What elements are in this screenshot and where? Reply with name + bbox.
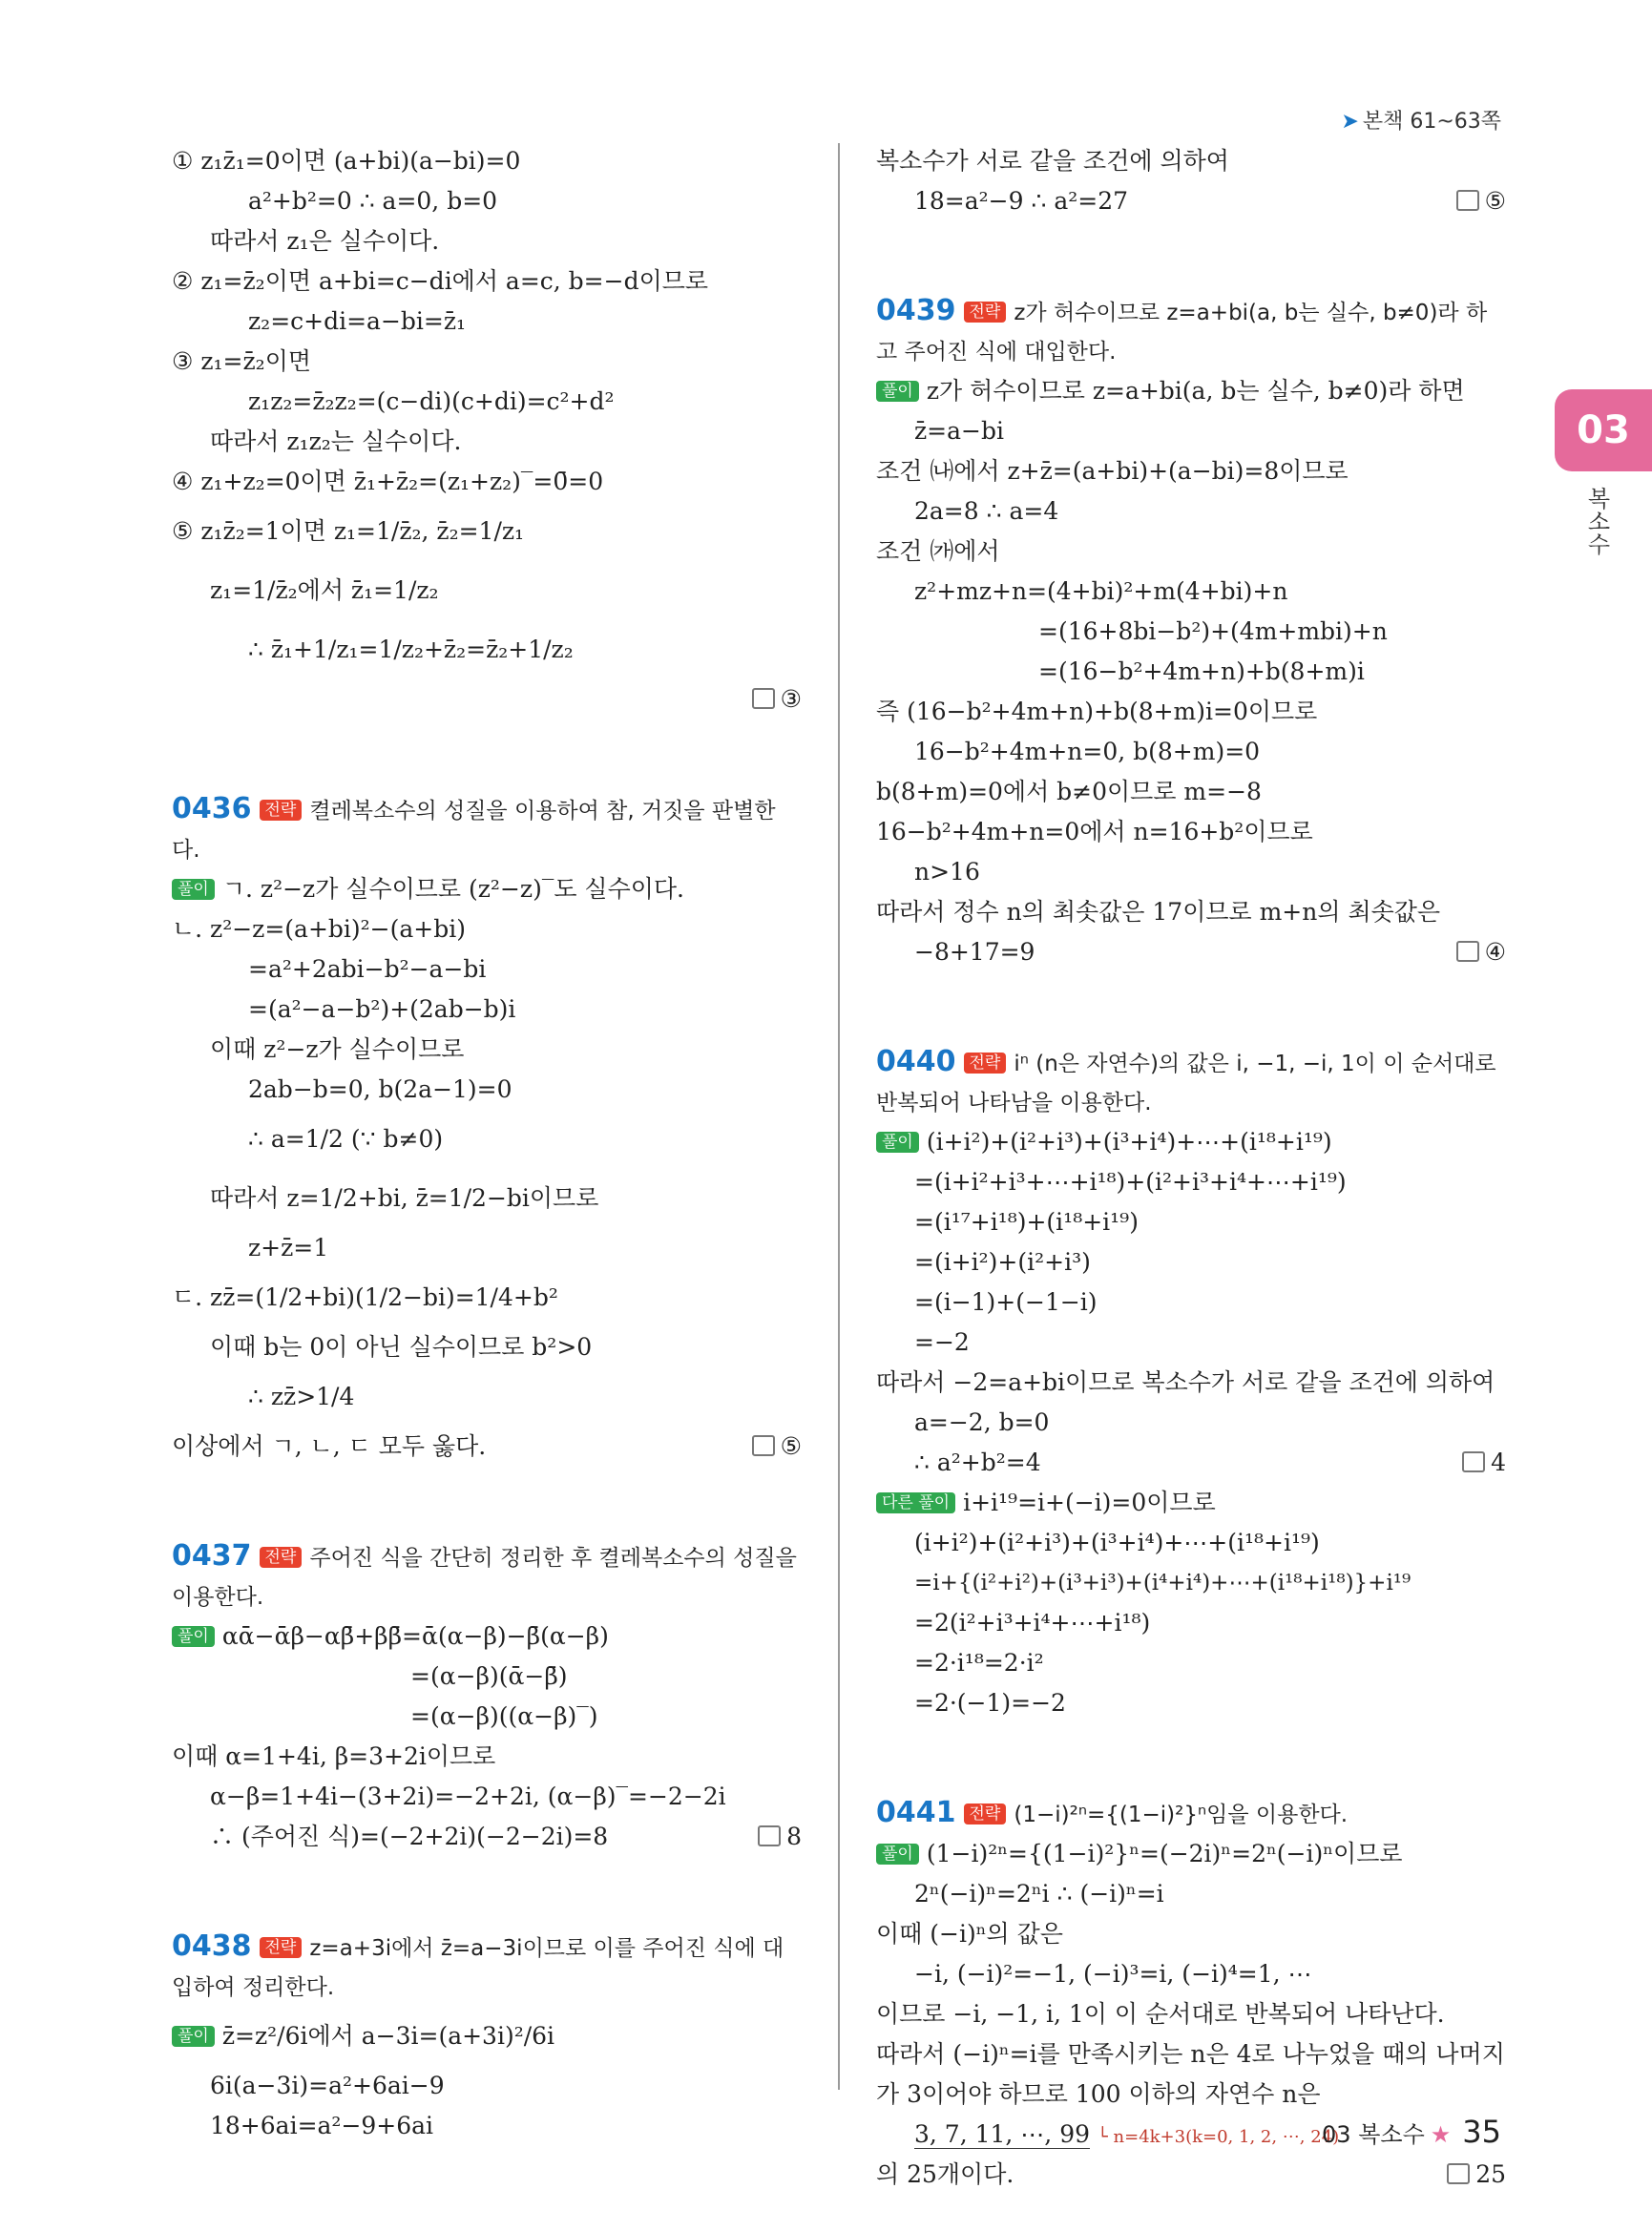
- text-line: [172, 1817, 802, 1857]
- text-line: =(α−β)(ᾱ−β̄): [410, 1662, 568, 1690]
- text-line: [876, 1443, 1506, 1483]
- text-line: =a²+2abi−b²−a−bi: [248, 955, 487, 983]
- strategy-tag: 전략: [260, 800, 303, 821]
- answer-value: 25: [1475, 2160, 1506, 2188]
- text-line: =(16+8bi−b²)+(4m+mbi)+n: [1038, 617, 1388, 645]
- text-line: =2(i²+i³+i⁴+⋯+i¹⁸): [914, 1609, 1151, 1637]
- text-line: 2ⁿ(−i)ⁿ=2ⁿi ∴ (−i)ⁿ=i: [914, 1880, 1164, 1908]
- solution-text: αᾱ−ᾱβ−αβ̄+ββ̄=ᾱ(α−β)−β̄(α−β): [221, 1622, 609, 1650]
- text-line: 조건 ㈏에서 z+z̄=(a+bi)+(a−bi)=8이므로: [876, 457, 1349, 485]
- text-line: 이때 b는 0이 아닌 실수이므로 b²>0: [210, 1333, 593, 1361]
- problem-number: 0437: [172, 1539, 252, 1573]
- text-line: ㄴ. z²−z=(a+bi)²−(a+bi): [172, 915, 466, 943]
- answer-value: ④: [1484, 938, 1506, 966]
- conclusion-text: −8+17=9: [914, 938, 1035, 966]
- answer-mark: [172, 679, 802, 719]
- right-column: [876, 141, 1506, 2195]
- text-line: ④ z₁+z₂=0이면 z̄₁+z̄₂=(z₁+z₂)‾=0̄=0: [172, 468, 604, 495]
- solution-text: (i+i²)+(i²+i³)+(i³+i⁴)+⋯+(i¹⁸+i¹⁹): [926, 1128, 1332, 1156]
- answer-icon: [1456, 190, 1479, 211]
- solution-text: z가 허수이므로 z=a+bi(a, b는 실수, b≠0)라 하면: [926, 377, 1465, 405]
- text-line: [876, 932, 1506, 972]
- problem-header-0436: [172, 790, 802, 869]
- answer-mark: [752, 1427, 802, 1467]
- answer-mark: [1456, 932, 1506, 972]
- text-line: [876, 2155, 1506, 2195]
- text-line: 6i(a−3i)=a²+6ai−9: [210, 2072, 445, 2099]
- problem-number: 0440: [876, 1045, 956, 1078]
- text-line: ∴ zz̄>1/4: [248, 1383, 355, 1410]
- text-line: z₁z₂=z̄₂z₂=(c−di)(c+di)=c²+d²: [248, 387, 615, 415]
- text-line: [876, 181, 1506, 221]
- strategy-tag: 전략: [964, 1804, 1007, 1824]
- page-reference: [1341, 105, 1501, 135]
- conclusion-text: 18=a²−9 ∴ a²=27: [914, 187, 1129, 215]
- text-line: [172, 2007, 802, 2066]
- strategy-text: (1−i)²ⁿ={(1−i)²}ⁿ임을 이용한다.: [1014, 1803, 1349, 1827]
- text-line: n>16: [914, 858, 980, 886]
- answer-icon: [752, 1435, 775, 1456]
- text-line: 따라서 z=1/2+bi, z̄=1/2−bi이므로: [210, 1184, 599, 1212]
- text-line: ∴ a=1/2 (∵ b≠0): [248, 1125, 444, 1153]
- solution-tag: 풀이: [876, 1132, 919, 1153]
- page-number: 35: [1462, 2114, 1501, 2150]
- text-line: [876, 371, 1506, 411]
- text-line: z₂=c+di=a−bi=z̄₁: [248, 307, 467, 335]
- solution-tag: 풀이: [172, 879, 215, 900]
- text-line: 가 3이어야 하므로 100 이하의 자연수 n은: [876, 2080, 1321, 2108]
- arrow-icon: ➤: [1341, 110, 1359, 134]
- text-line: b(8+m)=0에서 b≠0이므로 m=−8: [876, 778, 1262, 805]
- problem-header-0439: [876, 292, 1506, 371]
- strategy-tag: 전략: [964, 302, 1007, 323]
- text-line: 2ab−b=0, b(2a−1)=0: [248, 1075, 512, 1103]
- sequence-text: 3, 7, 11, ⋯, 99: [914, 2120, 1091, 2148]
- text-line: 따라서 z₁은 실수이다.: [210, 227, 440, 255]
- strategy-text: z=a+3i에서 z̄=a−3i이므로 이를 주어진 식에 대입하여 정리한다.: [172, 1936, 784, 2000]
- text-line: 이므로 −i, −1, i, 1이 이 순서대로 반복되어 나타난다.: [876, 2000, 1445, 2028]
- text-line: z̄=a−bi: [914, 417, 1004, 445]
- text-line: 이때 z²−z가 실수이므로: [210, 1035, 465, 1063]
- solution-text: z̄=z²/6i에서 a−3i=(a+3i)²/6i: [221, 2022, 555, 2050]
- text-line: =(i+i²+i³+⋯+i¹⁸)+(i²+i³+i⁴+⋯+i¹⁹): [914, 1168, 1347, 1196]
- text-line: 따라서 −2=a+bi이므로 복소수가 서로 같을 조건에 의하여: [876, 1368, 1495, 1396]
- strategy-tag: 전략: [260, 1937, 303, 1958]
- text-line: [876, 1834, 1506, 1874]
- text-line: =(i¹⁷+i¹⁸)+(i¹⁸+i¹⁹): [914, 1208, 1139, 1236]
- problem-number: 0441: [876, 1796, 956, 1829]
- text-line: z²+mz+n=(4+bi)²+m(4+bi)+n: [914, 577, 1288, 605]
- conclusion-text: 의 25개이다.: [876, 2160, 1014, 2188]
- text-line: α−β=1+4i−(3+2i)=−2+2i, (α−β)‾=−2−2i: [210, 1783, 726, 1810]
- problem-header-0441: [876, 1794, 1506, 1834]
- text-line: 16−b²+4m+n=0에서 n=16+b²이므로: [876, 818, 1313, 845]
- text-line: 이때 (−i)ⁿ의 값은: [876, 1920, 1063, 1948]
- text-line: ⑤ z₁z̄₂=1이면 z₁=1/z̄₂, z̄₂=1/z₁: [172, 517, 525, 545]
- answer-icon: [758, 1825, 781, 1846]
- text-line: ㄷ. zz̄=(1/2+bi)(1/2−bi)=1/4+b²: [172, 1283, 558, 1311]
- text-line: =i+{(i²+i²)+(i³+i³)+(i⁴+i⁴)+⋯+(i¹⁸+i¹⁸)}+i¹⁹: [914, 1571, 1412, 1595]
- answer-icon: [1447, 2163, 1470, 2184]
- text-line: 2a=8 ∴ a=4: [914, 497, 1059, 525]
- answer-value: 4: [1491, 1449, 1506, 1476]
- text-line: =(i−1)+(−1−i): [914, 1288, 1098, 1316]
- text-line: 18+6ai=a²−9+6ai: [210, 2112, 434, 2139]
- problem-header-0437: [172, 1537, 802, 1616]
- column-divider: [838, 143, 840, 2090]
- text-line: =2·(−1)=−2: [914, 1689, 1066, 1717]
- text-line: 따라서 z₁z₂는 실수이다.: [210, 427, 462, 455]
- footer-chapter: 03 복소수: [1322, 2121, 1425, 2148]
- answer-mark: [1456, 181, 1506, 221]
- answer-value: ⑤: [780, 1432, 802, 1460]
- answer-mark: [758, 1817, 802, 1857]
- text-line: 이때 α=1+4i, β=3+2i이므로: [172, 1742, 496, 1770]
- conclusion-text: 이상에서 ㄱ, ㄴ, ㄷ 모두 옳다.: [172, 1432, 487, 1460]
- solution-tag: 풀이: [876, 1844, 919, 1865]
- strategy-text: 주어진 식을 간단히 정리한 후 켤레복소수의 성질을 이용한다.: [172, 1546, 797, 1610]
- alternate-solution-text: i+i¹⁹=i+(−i)=0이므로: [963, 1489, 1216, 1516]
- sequence-note: └ n=4k+3(k=0, 1, 2, ⋯, 24): [1097, 2127, 1340, 2147]
- strategy-tag: 전략: [260, 1547, 303, 1568]
- text-line: ① z₁z̄₁=0이면 (a+bi)(a−bi)=0: [172, 147, 521, 175]
- page-reference-text: 본책 61~63쪽: [1362, 110, 1501, 134]
- alternate-solution-tag: 다른 풀이: [876, 1492, 955, 1513]
- solution-tag: 풀이: [172, 1626, 215, 1647]
- text-line: [876, 1483, 1506, 1523]
- text-line: 따라서 (−i)ⁿ=i를 만족시키는 n은 4로 나누었을 때의 나머지: [876, 2040, 1505, 2068]
- page-footer: [1322, 2114, 1501, 2150]
- text-line: =2·i¹⁸=2·i²: [914, 1649, 1044, 1677]
- text-line: [876, 1122, 1506, 1162]
- text-line: ③ z₁=z̄₂이면: [172, 347, 311, 375]
- chapter-label: 복소수: [1583, 487, 1610, 555]
- text-line: −i, (−i)²=−1, (−i)³=i, (−i)⁴=1, ⋯: [914, 1960, 1312, 1988]
- text-line: a=−2, b=0: [914, 1408, 1050, 1436]
- text-line: 조건 ㈎에서: [876, 537, 1000, 565]
- problem-number: 0439: [876, 294, 956, 327]
- answer-value: ⑤: [1484, 187, 1506, 215]
- answer-icon: [1456, 941, 1479, 962]
- answer-value: ③: [780, 685, 802, 713]
- text-line: z₁=1/z̄₂에서 z̄₁=1/z₂: [210, 576, 439, 604]
- solution-tag: 풀이: [876, 381, 919, 402]
- problem-number: 0436: [172, 792, 252, 825]
- answer-mark: [1447, 2155, 1506, 2195]
- text-line: 즉 (16−b²+4m+n)+b(8+m)i=0이므로: [876, 698, 1318, 725]
- problem-header-0440: [876, 1043, 1506, 1122]
- text-line: ∴ z̄₁+1/z₁=1/z₂+z̄₂=z̄₂+1/z₂: [248, 636, 574, 663]
- strategy-tag: 전략: [964, 1053, 1007, 1074]
- text-line: 따라서 정수 n의 최솟값은 17이므로 m+n의 최솟값은: [876, 898, 1441, 926]
- text-line: =(α−β)((α−β)‾): [410, 1702, 598, 1730]
- solution-text: ㄱ. z²−z가 실수이므로 (z²−z)‾도 실수이다.: [221, 875, 684, 903]
- left-column: [172, 141, 802, 2146]
- text-line: =(16−b²+4m+n)+b(8+m)i: [1038, 657, 1365, 685]
- answer-icon: [1462, 1451, 1485, 1472]
- text-line: ② z₁=z̄₂이면 a+bi=c−di에서 a=c, b=−d이므로: [172, 267, 709, 295]
- chapter-tab[interactable]: 03: [1555, 389, 1652, 471]
- text-line: z+z̄=1: [248, 1234, 329, 1261]
- strategy-text: iⁿ (n은 자연수)의 값은 i, −1, −i, 1이 이 순서대로 반복되어 나타남을 이용한다.: [876, 1052, 1496, 1116]
- conclusion-text: ∴ (주어진 식)=(−2+2i)(−2−2i)=8: [210, 1823, 609, 1850]
- text-line: [172, 869, 802, 909]
- answer-value: 8: [786, 1823, 802, 1850]
- conclusion-text: ∴ a²+b²=4: [914, 1449, 1041, 1476]
- text-line: 복소수가 서로 같을 조건에 의하여: [876, 147, 1229, 175]
- text-line: [172, 1616, 802, 1657]
- text-line: 16−b²+4m+n=0, b(8+m)=0: [914, 738, 1261, 765]
- text-line: [172, 1427, 802, 1467]
- text-line: (i+i²)+(i²+i³)+(i³+i⁴)+⋯+(i¹⁸+i¹⁹): [914, 1529, 1320, 1556]
- answer-mark: [1462, 1443, 1506, 1483]
- strategy-text: z가 허수이므로 z=a+bi(a, b는 실수, b≠0)라 하고 주어진 식에 대입한다.: [876, 301, 1488, 365]
- star-icon: ★: [1430, 2121, 1452, 2148]
- text-line: a²+b²=0 ∴ a=0, b=0: [248, 187, 498, 215]
- text-line: =(i+i²)+(i²+i³): [914, 1248, 1091, 1276]
- answer-icon: [752, 688, 775, 709]
- problem-header-0438: [172, 1928, 802, 2007]
- problem-number: 0438: [172, 1929, 252, 1963]
- solution-text: (1−i)²ⁿ={(1−i)²}ⁿ=(−2i)ⁿ=2ⁿ(−i)ⁿ이므로: [926, 1840, 1403, 1867]
- solution-tag: 풀이: [172, 2026, 215, 2047]
- strategy-text: 켤레복소수의 성질을 이용하여 참, 거짓을 판별한다.: [172, 799, 776, 863]
- text-line: =−2: [914, 1328, 970, 1356]
- text-line: =(a²−a−b²)+(2ab−b)i: [248, 995, 516, 1023]
